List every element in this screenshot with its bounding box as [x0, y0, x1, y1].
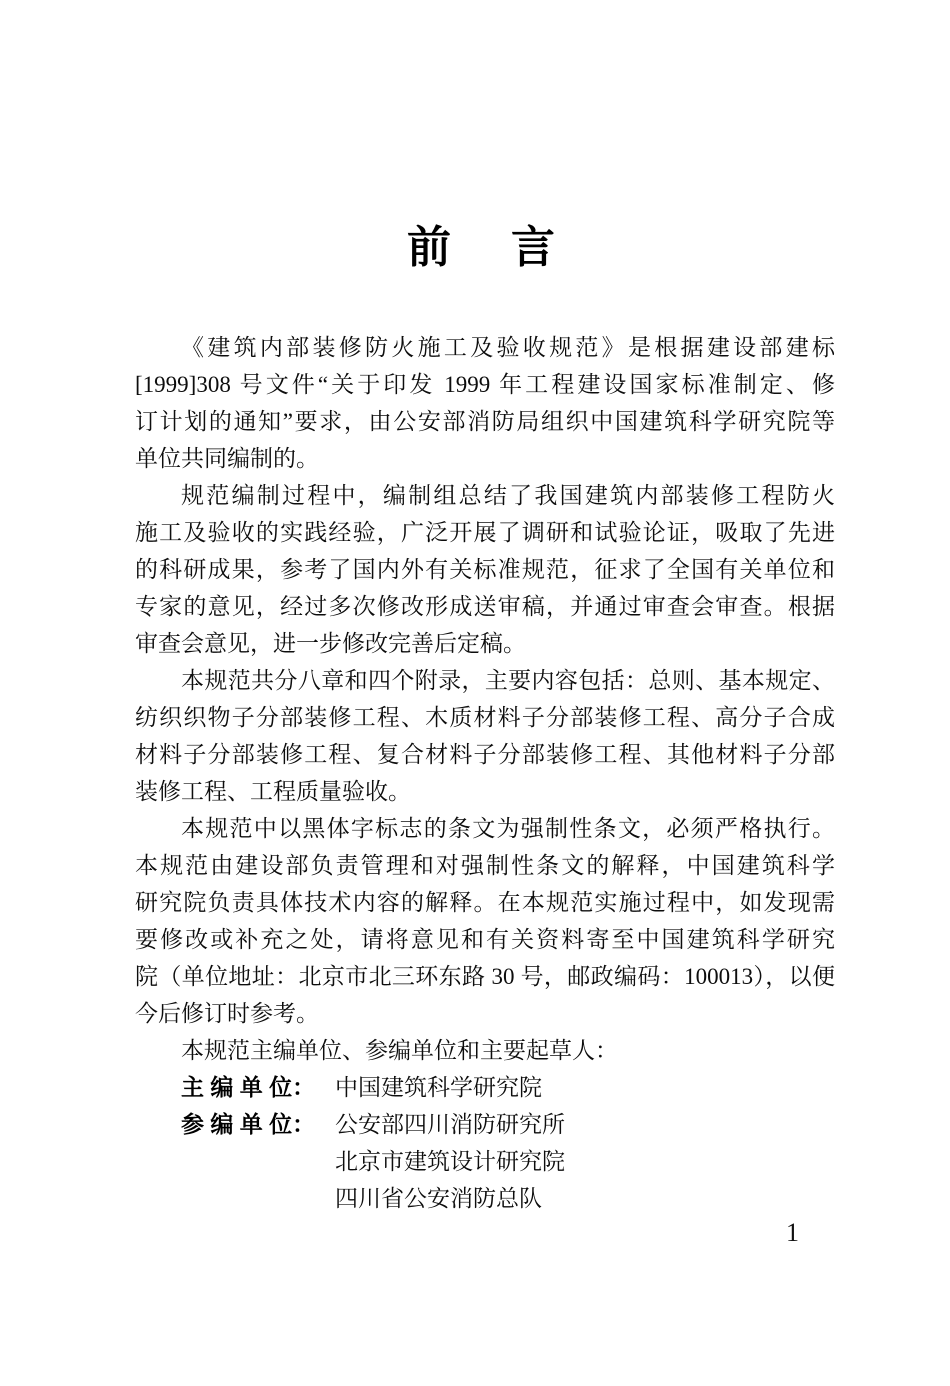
unit-label: 主 编 单 位： — [181, 1073, 316, 1100]
unit-label — [181, 1180, 335, 1217]
page-content — [135, 222, 835, 1217]
text-line: 院（单位地址：北京市北三环东路 30 号，邮政编码：100013），以便 — [135, 963, 835, 989]
text-line: 纺织织物子分部装修工程、木质材料子分部装修工程、高分子合成 — [135, 704, 835, 730]
text-line: 订计划的通知”要求，由公安部消防局组织中国建筑科学研究院等 — [135, 408, 835, 434]
text-line: 施工及验收的实践经验，广泛开展了调研和试验论证，吸取了先进 — [135, 519, 835, 545]
text-line: 专家的意见，经过多次修改形成送审稿，并通过审查会审查。根据 — [135, 593, 835, 619]
text-line: 今后修订时参考。 — [135, 1000, 319, 1026]
page-title: 前 言 — [407, 223, 563, 272]
text-line: 的科研成果，参考了国内外有关标准规范，征求了全国有关单位和 — [135, 556, 835, 582]
page-number: 1 — [786, 1218, 799, 1247]
unit-value: 四川省公安消防总队 — [335, 1185, 542, 1211]
unit-row-participating — [135, 1106, 835, 1143]
document-body — [135, 329, 835, 1217]
text-line: 本规范由建设部负责管理和对强制性条文的解释，中国建筑科学 — [135, 852, 835, 878]
text-line: [1999]308 号文件“关于印发 1999 年工程建设国家标准制定、修 — [135, 371, 835, 397]
text-line: 要修改或补充之处，请将意见和有关资料寄至中国建筑科学研究 — [135, 926, 835, 952]
text-line: 本规范共分八章和四个附录，主要内容包括：总则、基本规定、 — [181, 667, 835, 693]
unit-row-participating — [135, 1143, 835, 1180]
text-line: 审查会意见，进一步修改完善后定稿。 — [135, 630, 526, 656]
unit-label: 参 编 单 位： — [181, 1110, 316, 1137]
unit-value: 北京市建筑设计研究院 — [335, 1148, 565, 1174]
text-line: 单位共同编制的。 — [135, 445, 319, 471]
unit-value: 公安部四川消防研究所 — [335, 1111, 565, 1137]
text-line: 规范编制过程中，编制组总结了我国建筑内部装修工程防火 — [181, 482, 835, 508]
drafting-units-block — [135, 1069, 835, 1217]
unit-row-chief-editor — [135, 1069, 835, 1106]
text-line: 研究院负责具体技术内容的解释。在本规范实施过程中，如发现需 — [135, 889, 835, 915]
text-line: 材料子分部装修工程、复合材料子分部装修工程、其他材料子分部 — [135, 741, 835, 767]
unit-value: 中国建筑科学研究院 — [335, 1074, 542, 1100]
text-line: 本规范主编单位、参编单位和主要起草人： — [181, 1037, 618, 1063]
text-line: 本规范中以黑体字标志的条文为强制性条文，必须严格执行。 — [181, 815, 835, 841]
unit-label — [181, 1143, 335, 1180]
text-line: 《建筑内部装修防火施工及验收规范》是根据建设部建标 — [181, 334, 835, 360]
text-line: 装修工程、工程质量验收。 — [135, 778, 411, 804]
unit-row-participating — [135, 1180, 835, 1217]
